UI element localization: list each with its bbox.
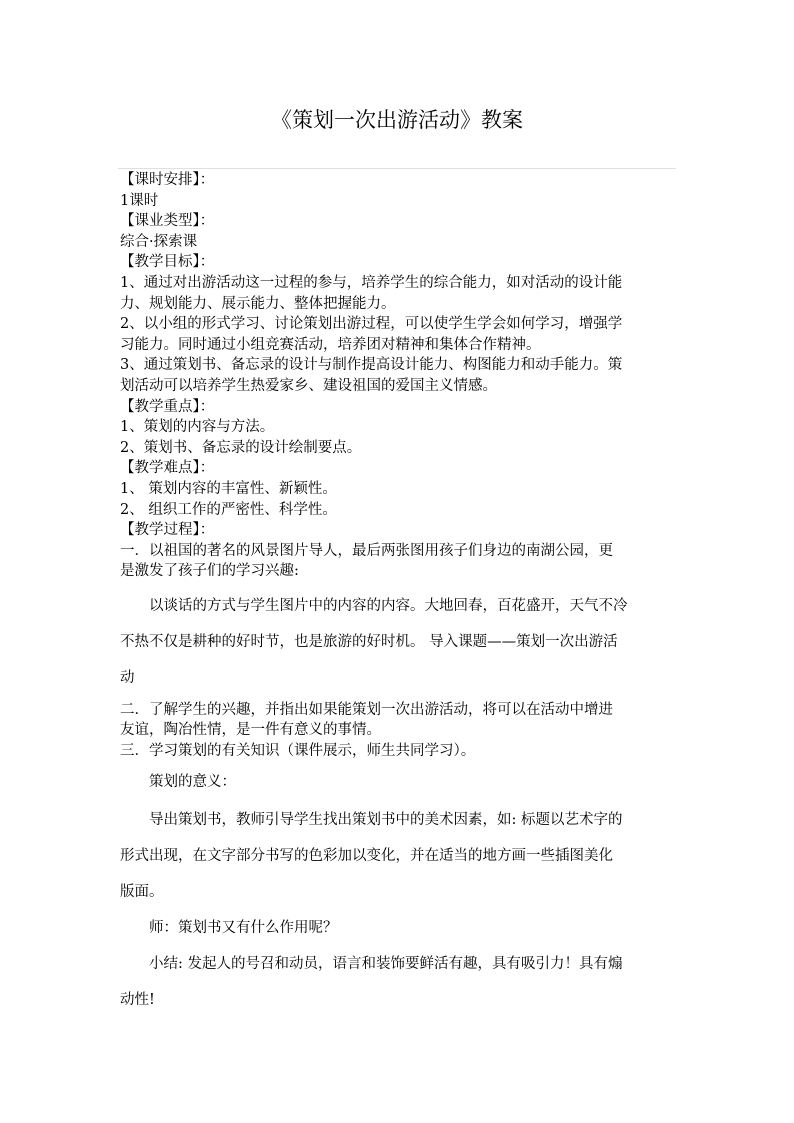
document-title: 《策划一次出游活动》教案 xyxy=(271,108,523,132)
text-line: 是激发了孩子们的学习兴趣: xyxy=(120,563,299,580)
text-line: 2、策划书、备忘录的设计绘制要点。 xyxy=(120,439,362,456)
paragraph-line: 形式出现，在文字部分书写的色彩加以变化，并在适当的地方画一些插图美化 xyxy=(120,847,613,864)
paragraph-line: 动 xyxy=(120,669,135,686)
text-line: 三．学习策划的有关知识（课件展示，师生共同学习）。 xyxy=(120,743,476,760)
text-line: 1、 策划内容的丰富性、新颖性。 xyxy=(120,480,337,497)
text-line: 综合·探索课 xyxy=(120,233,198,250)
section-heading-difficulties: 【教学难点】： xyxy=(120,460,215,477)
text-line: 一．以祖国的著名的风景图片导人，最后两张图用孩子们身边的南湖公园，更 xyxy=(120,542,613,559)
section-heading-schedule: 【课时安排】： xyxy=(120,172,215,188)
paragraph-line: 导出策划书，教师引导学生找出策划书中的美术因素，如: 标题以艺术字的 xyxy=(149,811,623,828)
text-line: 划活动可以培养学生热爱家乡、建设祖国的爱国主义情感。 xyxy=(120,377,497,394)
section-heading-keypoints: 【教学重点】： xyxy=(120,398,215,415)
paragraph-line: 小结: 发起人的号召和动员，语言和装饰要鲜活有趣，具有吸引力！具有煽 xyxy=(149,955,623,972)
teacher-question: 师：策划书又有什么作用呢？ xyxy=(149,919,338,936)
text-line: 3、通过策划书、备忘录的设计与制作提高设计能力、构图能力和动手能力。策 xyxy=(120,357,623,374)
text-line: 2、以小组的形式学习、讨论策划出游过程，可以使学生学会如何学习，增强学 xyxy=(120,316,623,333)
text-line: 1课时 xyxy=(120,192,159,209)
document-body xyxy=(120,170,676,1018)
paragraph-line: 动性! xyxy=(120,991,155,1008)
section-heading-type: 【课业类型】： xyxy=(120,213,215,230)
text-line: 2、 组织工作的严密性、科学性。 xyxy=(120,501,337,518)
text-line: 习能力。同时通过小组竞赛活动，培养团对精神和集体合作精神。 xyxy=(120,336,541,353)
meaning-heading: 策划的意义： xyxy=(149,773,236,790)
section-heading-goals: 【教学目标】： xyxy=(120,254,215,271)
text-line: 1、通过对出游活动这一过程的参与，培养学生的综合能力，如对活动的设计能 xyxy=(120,274,623,291)
paragraph-line: 以谈话的方式与学生图片中的内容的内容。大地回春，百花盛开，天气不冷 xyxy=(149,597,628,614)
title-divider xyxy=(118,168,676,169)
text-line: 二．了解学生的兴趣，并指出如果能策划一次出游活动，将可以在活动中增进 xyxy=(120,701,613,718)
paragraph-line: 不热不仅是耕种的好时节，也是旅游的好时机。 导入课题——策划一次出游活 xyxy=(120,633,618,650)
paragraph-line: 版面。 xyxy=(120,883,164,900)
section-heading-process: 【教学过程】： xyxy=(120,522,215,539)
text-line: 1、策划的内容与方法。 xyxy=(120,419,275,436)
text-line: 友谊，陶冶性情，是一件有意义的事情。 xyxy=(120,722,381,739)
text-line: 力、规划能力、展示能力、整体把握能力。 xyxy=(120,295,396,312)
